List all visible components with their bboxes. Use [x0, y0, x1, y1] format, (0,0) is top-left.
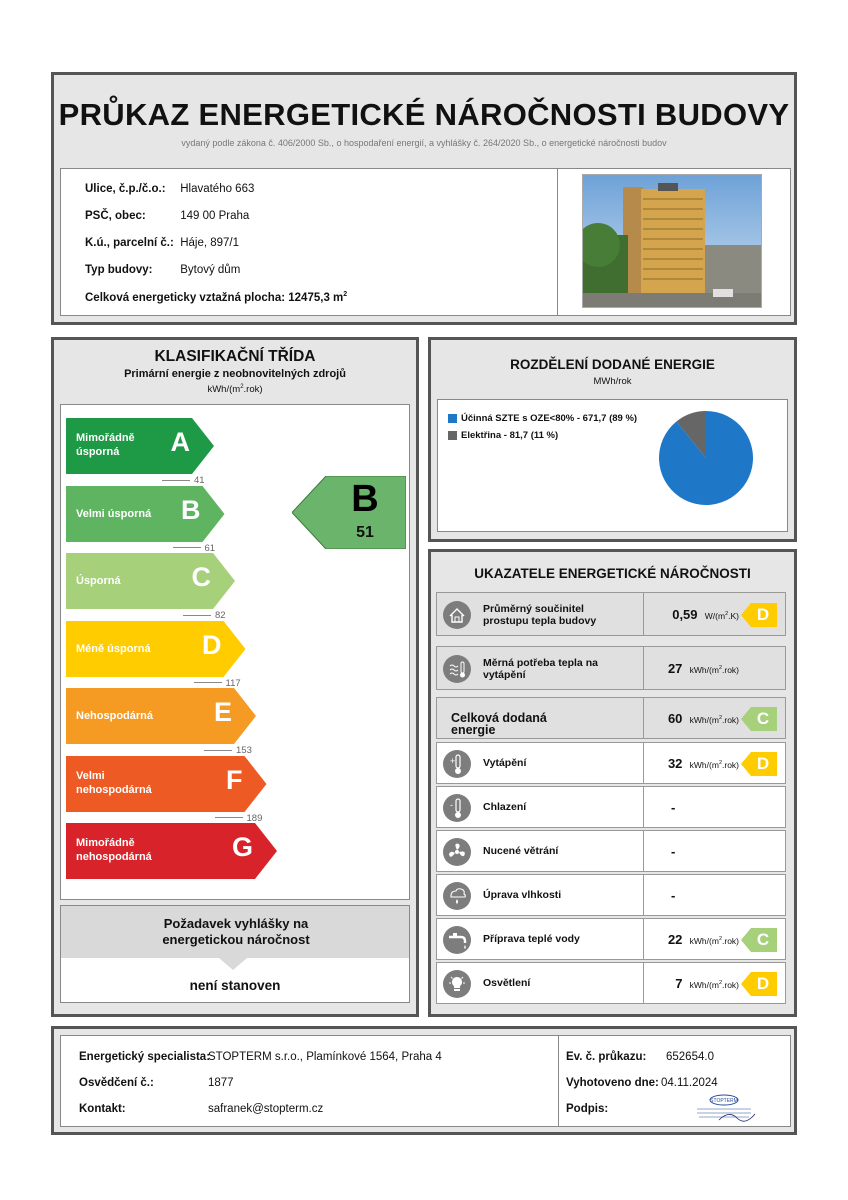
indicator-value: 60 kWh/$(m^2.rok)$	[667, 711, 739, 726]
faucet-icon	[443, 926, 471, 954]
indicator-row	[436, 874, 786, 916]
class-bar-d	[66, 621, 246, 677]
class-label: Úsporná	[76, 575, 121, 587]
class-label: Mimořádně nehospodárná	[76, 837, 152, 863]
street-value: Hlavatého 663	[180, 183, 255, 195]
building-type-label: Typ budovy:	[85, 264, 153, 276]
requirement-value: není stanoven	[189, 978, 281, 993]
page-subtitle: vydaný podle zákona č. 406/2000 Sb., o hospodaření energií, a vyhlášky č. 264/2020 Sb., o energetické náročnosti budov	[181, 138, 667, 148]
footer-section	[51, 1026, 797, 1135]
class-bar-a	[66, 418, 214, 474]
cadastre-value: Háje, 897/1	[180, 237, 240, 249]
class-label: Méně úsporná	[76, 642, 151, 655]
indicator-value: 32 kWh/$(m^2.rok)$	[667, 756, 739, 771]
building-photo	[582, 174, 762, 308]
contact-value[interactable]: safranek@stopterm.cz	[208, 1103, 324, 1115]
indicator-row	[436, 697, 786, 739]
indicator-value: 7 kWh/$(m^2.rok)$	[675, 976, 739, 991]
class-label: Mimořádně úsporná	[76, 432, 135, 458]
cooling-thermometer-icon	[443, 794, 471, 822]
class-letter: D	[202, 629, 222, 660]
legend-item: Elektřina - 81,7 (11 %)	[448, 430, 558, 441]
heating-thermometer-icon	[443, 750, 471, 778]
cadastre-label: K.ú., parcelní č.:	[85, 237, 174, 249]
indicator-label: Vytápění	[483, 757, 527, 769]
class-letter: A	[170, 427, 190, 457]
indicator-row	[436, 646, 786, 690]
contact-label: Kontakt:	[79, 1103, 126, 1115]
indicator-label: Nucené větrání	[483, 845, 559, 857]
requirement-title: Požadavek vyhlášky na energetickou náročnost	[162, 916, 310, 947]
svg-text:-: -	[450, 800, 453, 810]
current-class-indicator	[292, 476, 406, 549]
ev-number-label: Ev. č. průkazu:	[566, 1051, 647, 1063]
indicator-value: -	[671, 800, 676, 815]
area-label: Celková energeticky vztažná plocha:	[85, 291, 286, 304]
class-label: Velmi úsporná	[76, 507, 152, 520]
class-bar-f	[66, 756, 267, 812]
footer-box	[60, 1035, 791, 1127]
class-bar-c	[66, 553, 235, 609]
class-letter: C	[191, 562, 211, 592]
class-letter: F	[226, 764, 243, 795]
indicator-label: Osvětlení	[483, 977, 531, 989]
indicator-value: -	[671, 844, 676, 859]
house-icon	[443, 601, 471, 629]
indicator-row	[436, 592, 786, 636]
lightbulb-icon	[443, 970, 471, 998]
class-threshold: 41	[162, 475, 205, 486]
classification-subtitle: Primární energie z neobnovitelných zdrojů	[124, 368, 346, 380]
indicator-class-badge: D	[741, 752, 777, 776]
humidity-icon	[443, 882, 471, 910]
indicator-label: Úprava vlhkosti	[483, 889, 562, 901]
date-label: Vyhotoveno dne:	[566, 1077, 659, 1089]
indicator-row	[436, 918, 786, 960]
svg-text:STOPTERM: STOPTERM	[710, 1098, 738, 1104]
signature-label: Podpis:	[566, 1103, 609, 1115]
classification-title: KLASIFIKAČNÍ TŘÍDA	[154, 348, 316, 365]
class-bar-g	[66, 823, 277, 879]
legend-item: Účinná SZTE s OZE<80% - 671,7 (89 %)	[448, 413, 637, 424]
indicator-label: Celková dodaná energie	[451, 711, 547, 737]
ev-number-value: 652654.0	[666, 1051, 714, 1063]
indicator-row	[436, 830, 786, 872]
indicator-class-badge: C	[741, 707, 777, 731]
class-threshold: 82	[183, 610, 226, 621]
indicator-row	[436, 742, 786, 784]
class-threshold: 153	[204, 745, 252, 756]
svg-text:+: +	[450, 756, 456, 766]
indicator-value: 22 kWh/$(m^2.rok)$	[667, 932, 739, 947]
class-letter: E	[213, 697, 232, 727]
indicator-value: -	[671, 888, 676, 903]
indicator-class-badge: D	[741, 603, 777, 627]
specialist-value: STOPTERM s.r.o., Plamínkové 1564, Praha 4	[208, 1051, 442, 1063]
class-letter: G	[231, 832, 253, 862]
indicator-value: 27 kWh/$(m^2.rok)$	[667, 661, 739, 676]
certificate-value: 1877	[208, 1077, 234, 1089]
indicator-label: Průměrný součinitel prostupu tepla budovy	[483, 603, 597, 627]
distribution-chart-box	[437, 399, 788, 532]
class-bar-b	[66, 486, 225, 542]
distribution-title: ROZDĚLENÍ DODANÉ ENERGIE	[510, 357, 715, 372]
zip-label: PSČ, obec:	[85, 210, 146, 222]
certificate-label: Osvědčení č.:	[79, 1077, 154, 1089]
distribution-section	[428, 337, 797, 542]
fan-icon	[443, 838, 471, 866]
class-label: Velmi nehospodárná	[76, 769, 152, 796]
distribution-pie-chart	[656, 408, 756, 508]
page-title: PRŮKAZ ENERGETICKÉ NÁROČNOSTI BUDOVY	[58, 97, 790, 132]
current-class-value: 51	[356, 524, 374, 541]
indicator-class-badge: D	[741, 972, 777, 996]
date-value: 04.11.2024	[661, 1077, 718, 1089]
indicator-class-badge: C	[741, 928, 777, 952]
legend-swatch	[448, 431, 457, 440]
indicator-label: Chlazení	[483, 801, 527, 813]
thermometer-waves-icon	[443, 655, 471, 683]
company-stamp	[689, 1092, 759, 1124]
class-label: Nehospodárná	[76, 710, 154, 722]
class-threshold: 117	[194, 678, 241, 689]
area-value: 12475,3 $m^2$	[288, 291, 348, 304]
indicator-row	[436, 786, 786, 828]
street-label: Ulice, č.p./č.o.:	[85, 183, 166, 195]
indicators-title: UKAZATELE ENERGETICKÉ NÁROČNOSTI	[474, 566, 751, 581]
class-threshold: 189	[215, 813, 263, 824]
class-bar-e	[66, 688, 256, 744]
indicator-label: Měrná potřeba tepla na vytápění	[483, 657, 598, 681]
building-type-value: Bytový dům	[180, 264, 241, 276]
zip-value: 149 00 Praha	[180, 210, 250, 222]
classification-unit: kWh/$(m^2.rok)$	[207, 384, 263, 396]
indicator-row	[436, 962, 786, 1004]
requirement-box	[60, 905, 410, 1003]
indicator-label: Příprava teplé vody	[483, 933, 580, 945]
current-class-letter: B	[351, 478, 379, 520]
indicator-value: 0,59 $W/(m^2.K)$	[672, 607, 739, 622]
class-letter: B	[181, 494, 201, 525]
class-threshold: 61	[173, 543, 216, 554]
distribution-unit: MWh/rok	[593, 376, 632, 387]
legend-swatch	[448, 414, 457, 423]
specialist-label: Energetický specialista:	[79, 1051, 211, 1063]
